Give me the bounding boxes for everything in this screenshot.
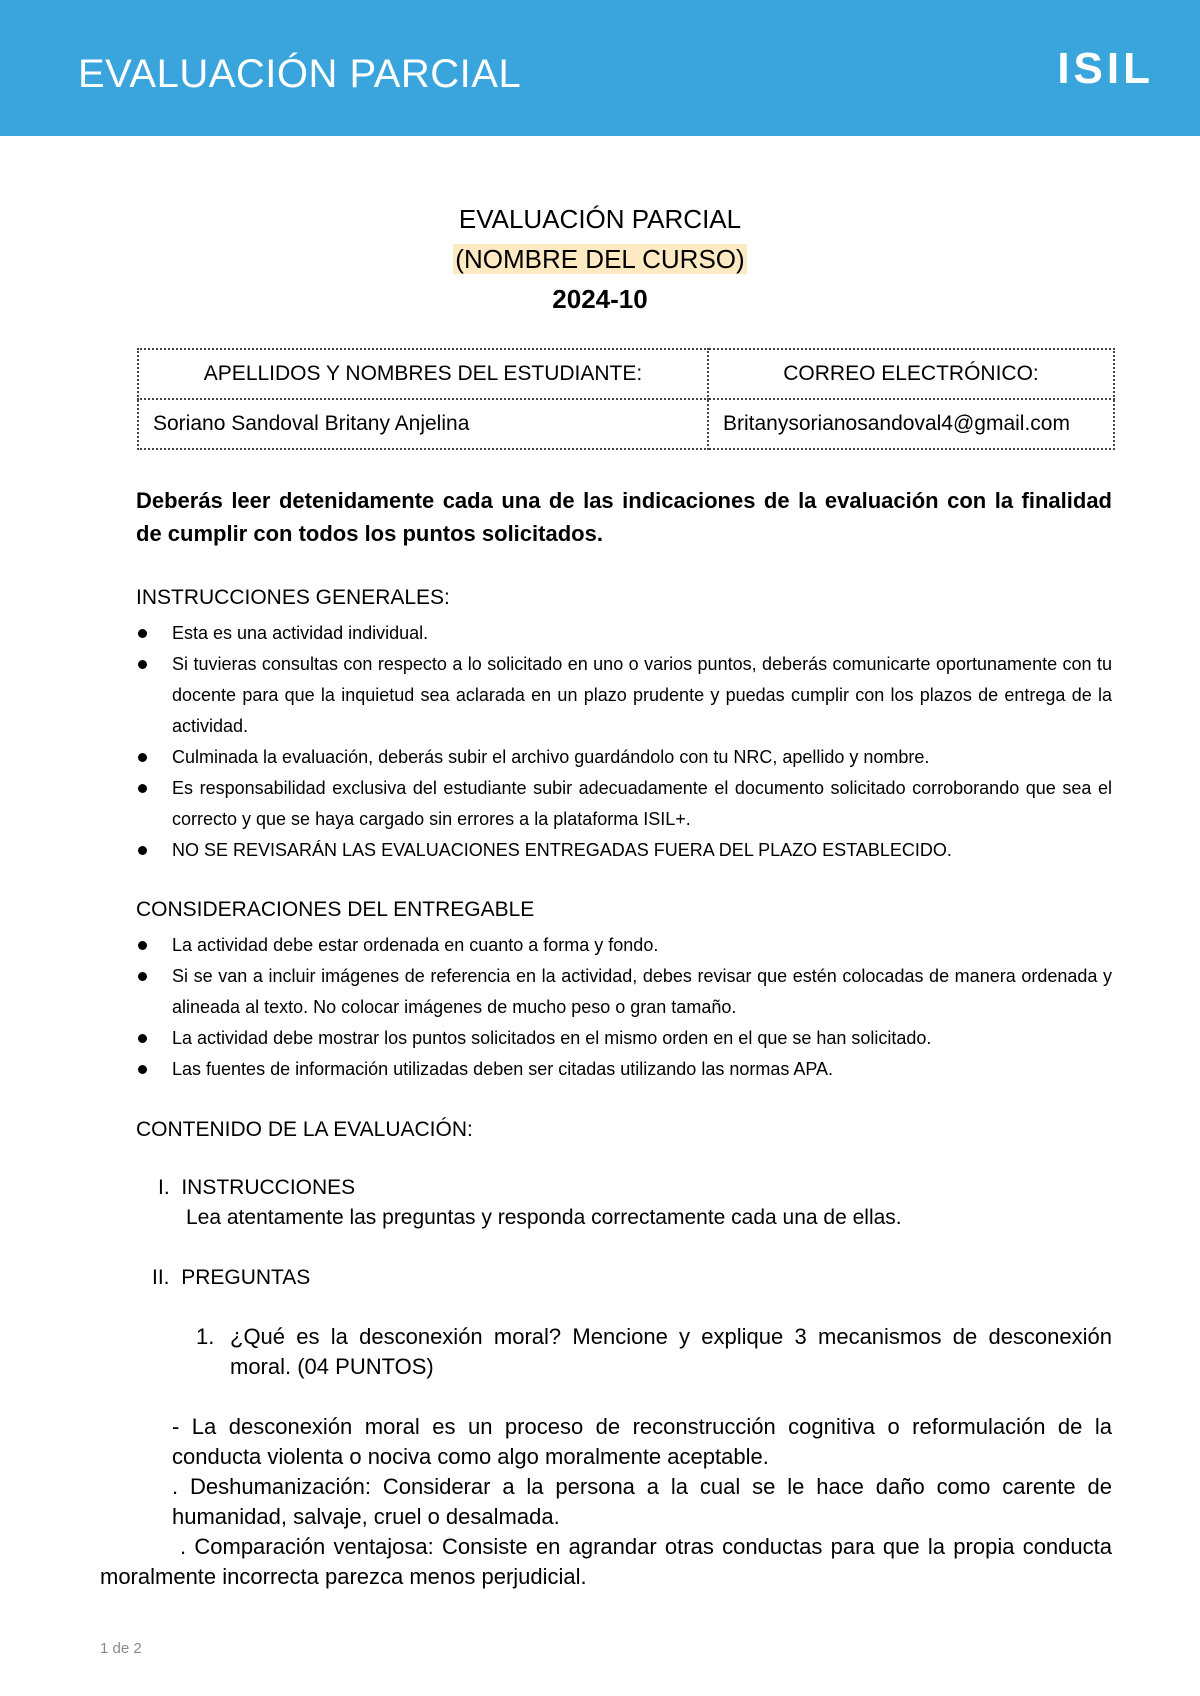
student-name: Soriano Sandoval Britany Anjelina [138, 399, 708, 449]
answer-mechanism-2: . Comparación ventajosa: Consiste en agrandar otras conductas para que la propia conducta moralmente incorrecta parezca menos perjudicial. [100, 1534, 1112, 1589]
table-header-row [138, 349, 1114, 399]
list-item [136, 742, 1112, 773]
header-band [0, 0, 1200, 136]
list-item-text: Culminada la evaluación, deberás subir el archivo guardándolo con tu NRC, apellido y nombre. [172, 747, 930, 767]
header-cell-email: CORREO ELECTRÓNICO: [708, 349, 1114, 399]
list-item-text: Si se van a incluir imágenes de referencia en la actividad, debes revisar que estén colocadas de manera ordenada y alineada al texto. No colocar imágenes de mucho peso o gran tamaño. [172, 966, 1112, 1017]
list-item [136, 649, 1112, 742]
list-item [136, 1023, 1112, 1054]
student-email: Britanysorianosandoval4@gmail.com [708, 399, 1114, 449]
list-item-text: La actividad debe estar ordenada en cuanto a forma y fondo. [172, 935, 659, 955]
bullet-icon [138, 1034, 147, 1043]
answer-definition: - La desconexión moral es un proceso de reconstrucción cognitiva o reformulación de la conducta violenta o nociva como algo moralmente aceptable. [172, 1414, 1112, 1469]
general-instructions-list [136, 618, 1112, 866]
section-title: PREGUNTAS [181, 1266, 311, 1289]
bullet-icon [138, 972, 147, 981]
page-number: 1 de 2 [100, 1640, 142, 1657]
question-text: ¿Qué es la desconexión moral? Mencione y explique 3 mecanismos de desconexión moral. (04 PUNTOS) [230, 1324, 1112, 1379]
content-title: CONTENIDO DE LA EVALUACIÓN: [136, 1118, 473, 1141]
bullet-icon [138, 1065, 147, 1074]
deliverable-title: CONSIDERACIONES DEL ENTREGABLE [136, 898, 535, 921]
answer-mechanism-1: . Deshumanización: Considerar a la persona a la cual se le hace daño como carente de humanidad, salvaje, cruel o desalmada. [172, 1474, 1112, 1529]
lead-paragraph: Deberás leer detenidamente cada una de las indicaciones de la evaluación con la finalidad de cumplir con todos los puntos solicitados. [136, 488, 1112, 546]
list-item [136, 618, 1112, 649]
list-item [136, 835, 1112, 866]
list-item [136, 930, 1112, 961]
bullet-icon [138, 629, 147, 638]
deliverable-list [136, 930, 1112, 1085]
table-row [138, 399, 1114, 449]
section-preguntas [152, 1266, 310, 1290]
question-1 [196, 1322, 1112, 1382]
list-item-text: Esta es una actividad individual. [172, 623, 429, 643]
course-name [0, 244, 1200, 275]
list-item [136, 961, 1112, 1023]
list-item [136, 1054, 1112, 1085]
section-instrucciones-text: Lea atentamente las preguntas y responda correctamente cada una de ellas. [186, 1206, 902, 1229]
list-item-text: La actividad debe mostrar los puntos solicitados en el mismo orden en el que se han solicitado. [172, 1028, 932, 1048]
list-item-text: NO SE REVISARÁN LAS EVALUACIONES ENTREGADAS FUERA DEL PLAZO ESTABLECIDO. [172, 840, 952, 860]
list-item-text: Si tuvieras consultas con respecto a lo solicitado en uno o varios puntos, deberás comunicarte oportunamente con tu docente para que la inquietud sea aclarada en un plazo prudente y puedas cumplir con los plazos de entrega de la actividad. [172, 654, 1112, 736]
doc-title: EVALUACIÓN PARCIAL [458, 204, 742, 234]
bullet-icon [138, 660, 147, 669]
bullet-icon [138, 846, 147, 855]
list-item-text: Es responsabilidad exclusiva del estudiante subir adecuadamente el documento solicitado corroborando que sea el correcto y que se haya cargado sin errores a la plataforma ISIL+. [172, 778, 1112, 829]
list-item [136, 773, 1112, 835]
bullet-icon [138, 941, 147, 950]
bullet-icon [138, 753, 147, 762]
section-number: I. [158, 1176, 170, 1199]
student-info-table [137, 348, 1115, 450]
header-cell-name: APELLIDOS Y NOMBRES DEL ESTUDIANTE: [138, 349, 708, 399]
bullet-icon [138, 784, 147, 793]
list-item-text: Las fuentes de información utilizadas deben ser citadas utilizando las normas APA. [172, 1059, 834, 1079]
header-title: EVALUACIÓN PARCIAL [78, 52, 522, 96]
general-instructions-title: INSTRUCCIONES GENERALES: [136, 586, 450, 609]
section-number: II. [152, 1266, 170, 1289]
question-number: 1. [196, 1324, 215, 1349]
section-title: INSTRUCCIONES [181, 1176, 356, 1199]
course-name-highlight: (NOMBRE DEL CURSO) [455, 244, 745, 274]
term: 2024-10 [552, 284, 648, 314]
section-instrucciones [158, 1176, 355, 1200]
isil-logo: ISIL [1057, 44, 1154, 93]
